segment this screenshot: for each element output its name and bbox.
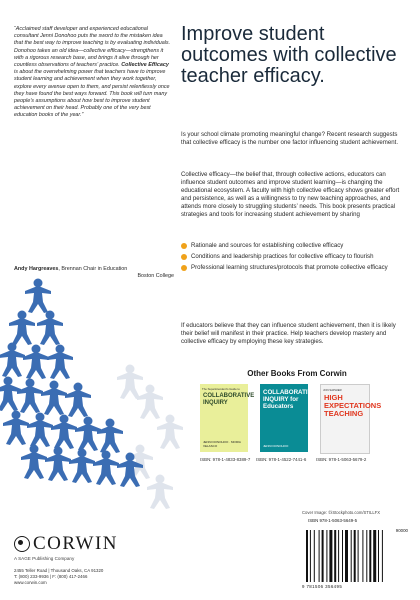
benefit-list [181, 242, 407, 275]
corwin-logo-icon [14, 536, 30, 552]
bullet-dot-icon [181, 243, 187, 249]
book-title: HIGH EXPECTATIONS TEACHING [324, 393, 382, 418]
publisher-tagline: A SAGE Publishing Company [14, 556, 75, 561]
closing-paragraph: If educators believe that they can influence student achievement, then it is likely their belief will manifest in their practice. Help teachers develop mastery and collective efficacy by employing these key strategies. [181, 322, 396, 345]
cover-image-credit: Cover Image: ©iStockphoto.com/STILLFX [302, 510, 381, 515]
address-line-2: T: (800) 233-9936 | F: (800) 417-2466 [14, 574, 88, 579]
barcode-digits: 9 781506 356495 [302, 584, 343, 589]
book-cover-2 [260, 384, 316, 452]
book-isbn: ISBN: 978-1-4833-8389-7 [200, 457, 251, 462]
book-cover-3 [320, 384, 382, 454]
book-title: COLLABORATIVE INQUIRY for Educators [263, 389, 316, 410]
book-author: JENNI DONOHOO · MOIRA VELASCO [203, 440, 241, 448]
quote-affiliation-2: Boston College [137, 273, 174, 279]
book-subtitle: The Superintendent's Guide to [202, 387, 240, 391]
quote-affiliation-1: , Brennan Chair in Education [58, 266, 128, 272]
barcode-isbn: ISBN 978-1-5063-5649-5 [308, 518, 358, 523]
quote-attribution [14, 266, 174, 280]
intro-paragraph: Is your school climate promoting meaningful change? Recent research suggests that collective efficacy is the number one factor influencing student achievement. [181, 131, 399, 146]
quote-text-2: is about the overwhelming power that teachers have to improve student learning and achievement when they work together, explore every avenue open to them, and persist relentlessly once they have found the best ways forward. This book will turn many people’s assumptions about how best to improve student achievement on their head. Probably one of the very best education books of the year.” [14, 69, 170, 119]
barcode-icon [302, 530, 408, 582]
publisher-name: CORWIN [33, 533, 118, 554]
headline: Improve student outcomes with collective teacher efficacy. [181, 23, 397, 87]
quote-author: Andy Hargreaves [14, 266, 59, 272]
barcode-price: 90000 [395, 528, 408, 533]
other-books-list [200, 384, 410, 504]
book-title: COLLABORATIVE INQUIRY [203, 393, 255, 406]
benefit-text: Professional learning structures/protocols that promote collective efficacy [191, 264, 388, 271]
paper-figure-pyramid-art [0, 280, 190, 520]
publisher-website: www.corwin.com [14, 580, 47, 585]
book-isbn: ISBN: 978-1-5063-5679-2 [316, 457, 367, 462]
bullet-dot-icon [181, 254, 187, 260]
book-isbn: ISBN: 978-1-4522-7441-6 [256, 457, 307, 462]
body-paragraph: Collective efficacy—the belief that, through collective actions, educators can influence student outcomes and improve student learning—is changing the educational ecosystem. A faculty with high collective efficacy shows greater effort and persistence, as well as a willingness to try new teaching approaches, and attends more closely to struggling students’ needs. This book presents practical strategies and tools for increasing student achievement by sharing [181, 171, 400, 218]
quote-bold-title: Collective Efficacy [121, 62, 169, 69]
book-author-top: JON SAPHIER [323, 388, 342, 392]
benefit-item [181, 264, 407, 272]
bullet-dot-icon [181, 265, 187, 271]
benefit-text: Conditions and leadership practices for collective efficacy to flourish [191, 253, 374, 260]
publisher-logo [14, 533, 164, 561]
benefit-item [181, 242, 407, 250]
address-line-1: 2455 Teller Road | Thousand Oaks, CA 91320 [14, 568, 104, 573]
publisher-address [14, 568, 184, 586]
barcode-block [300, 518, 410, 592]
quote-text-1: “Acclaimed staff developer and experienced educational consultant Jenni Donohoo puts the sword to the mistaken idea that the best way to improve teaching is by evaluating individuals. Donohoo takes an old idea—collective efficacy—strengthens it with a rigorous research base, and brings it alive through her countless observations of teachers’ practice. [14, 26, 171, 69]
book-author: JENNI DONOHOO [263, 444, 289, 448]
benefit-item [181, 253, 407, 261]
book-cover-1 [200, 384, 255, 452]
endorsement-quote [14, 26, 172, 120]
benefit-text: Rationale and sources for establishing collective efficacy [191, 242, 344, 249]
other-books-heading: Other Books From Corwin [247, 369, 347, 378]
